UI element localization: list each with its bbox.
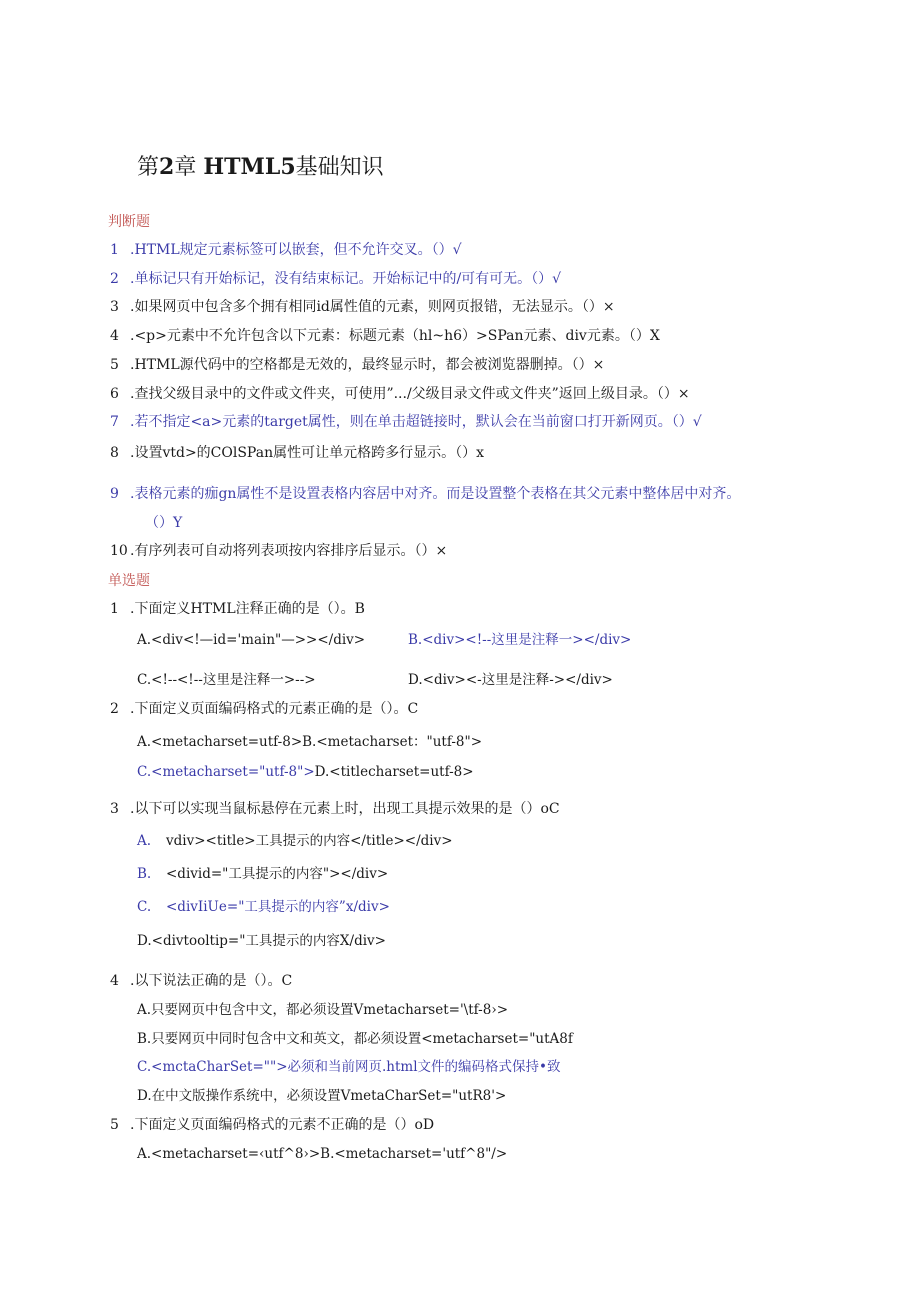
q4-option-c: C.<mctaCharSet="">必须和当前网页.html文件的编码格式保持•致 (137, 1059, 561, 1075)
chapter-keyword: HTML5 (203, 154, 296, 180)
judge-item-9: 9 .表格元素的痂gn属性不是设置表格内容居中对齐。而是设置整个表格在其父元素中整体居中对齐。 (110, 486, 741, 502)
q4-option-b: B.只要网页中同时包含中文和英文，都必须设置<metacharset="utA8f (137, 1031, 573, 1047)
q3-option-b: B. <divid="工具提示的内容"></div> (137, 866, 389, 882)
section-heading-judge: 判断题 (108, 214, 150, 230)
single-q3: 3 .以下可以实现当鼠标悬停在元素上时，出现工具提示效果的是（）oC (110, 801, 560, 817)
single-q4: 4 .以下说法正确的是（）。C (110, 973, 293, 989)
page-title: 第2章 HTML5基础知识 (137, 154, 384, 180)
single-q5: 5 .下面定义页面编码格式的元素不正确的是（）oD (110, 1117, 435, 1133)
judge-item-1: 1 .HTML规定元素标签可以嵌套，但不允许交叉。（）√ (110, 242, 462, 258)
judge-item-9-answer: （）Y (145, 515, 183, 531)
q2-option-ab: A.<metacharset=utf-8>B.<metacharset："utf-8"> (137, 734, 483, 750)
judge-item-2: 2 .单标记只有开始标记，没有结束标记。开始标记中的/可有可无。（）√ (110, 271, 562, 287)
judge-item-5: 5 .HTML源代码中的空格都是无效的，最终显示时，都会被浏览器删掉。（）× (110, 357, 605, 373)
judge-item-3: 3 .如果网页中包含多个拥有相同id属性值的元素，则网页报错，无法显示。（）× (110, 299, 615, 315)
q4-option-a: A.只要网页中包含中文，都必须设置Vmetacharset='\tf-8›> (137, 1002, 509, 1018)
q2-option-c: C.<metacharset="utf-8"> (137, 764, 315, 780)
single-q2: 2 .下面定义页面编码格式的元素正确的是（）。C (110, 701, 419, 717)
q3-option-d: D.<divtooltip="工具提示的内容X/div> (137, 933, 386, 949)
judge-item-7: 7 .若不指定<a>元素的target属性，则在单击超链接时，默认会在当前窗口打开新网页。（）√ (110, 414, 702, 430)
q1-option-b: B.<div><!--这里是注释一></div> (408, 632, 632, 648)
chapter-number: 2 (159, 154, 175, 180)
section-heading-single: 单选题 (108, 573, 150, 589)
q3-option-a: A. vdiv><title>工具提示的内容</title></div> (137, 833, 453, 849)
judge-item-4: 4 .<p>元素中不允许包含以下元素：标题元素（hl~h6）>SPan元素、div元素。（）X (110, 328, 660, 344)
q1-option-c: C.<!--<!--这里是注释一>--> (137, 672, 316, 688)
judge-item-10: 10 .有序列表可自动将列表项按内容排序后显示。（）× (110, 543, 448, 559)
q4-option-d: D.在中文版操作系统中，必须设置VmetaCharSet="utR8'> (137, 1088, 507, 1104)
single-q1: 1 .下面定义HTML注释正确的是（）。B (110, 601, 365, 617)
q2-option-cd (137, 763, 474, 781)
q5-option-ab: A.<metacharset=‹utf^8›>B.<metacharset='utf^8"/> (137, 1146, 508, 1162)
q1-option-d: D.<div><-这里是注释-></div> (408, 672, 613, 688)
q1-option-a: A.<div<!—id='main"—>></div> (137, 632, 366, 648)
q3-option-c: C. <divIiUe="工具提示的内容”x/div> (137, 899, 390, 915)
judge-item-6: 6 .查找父级目录中的文件或文件夹，可使用”.../父级目录文件或文件夹”返回上级目录。（）× (110, 386, 690, 402)
judge-item-8: 8 .设置vtd>的COlSPan属性可让单元格跨多行显示。（）x (110, 445, 484, 461)
q2-option-d: D.<titlecharset=utf-8> (314, 764, 474, 780)
